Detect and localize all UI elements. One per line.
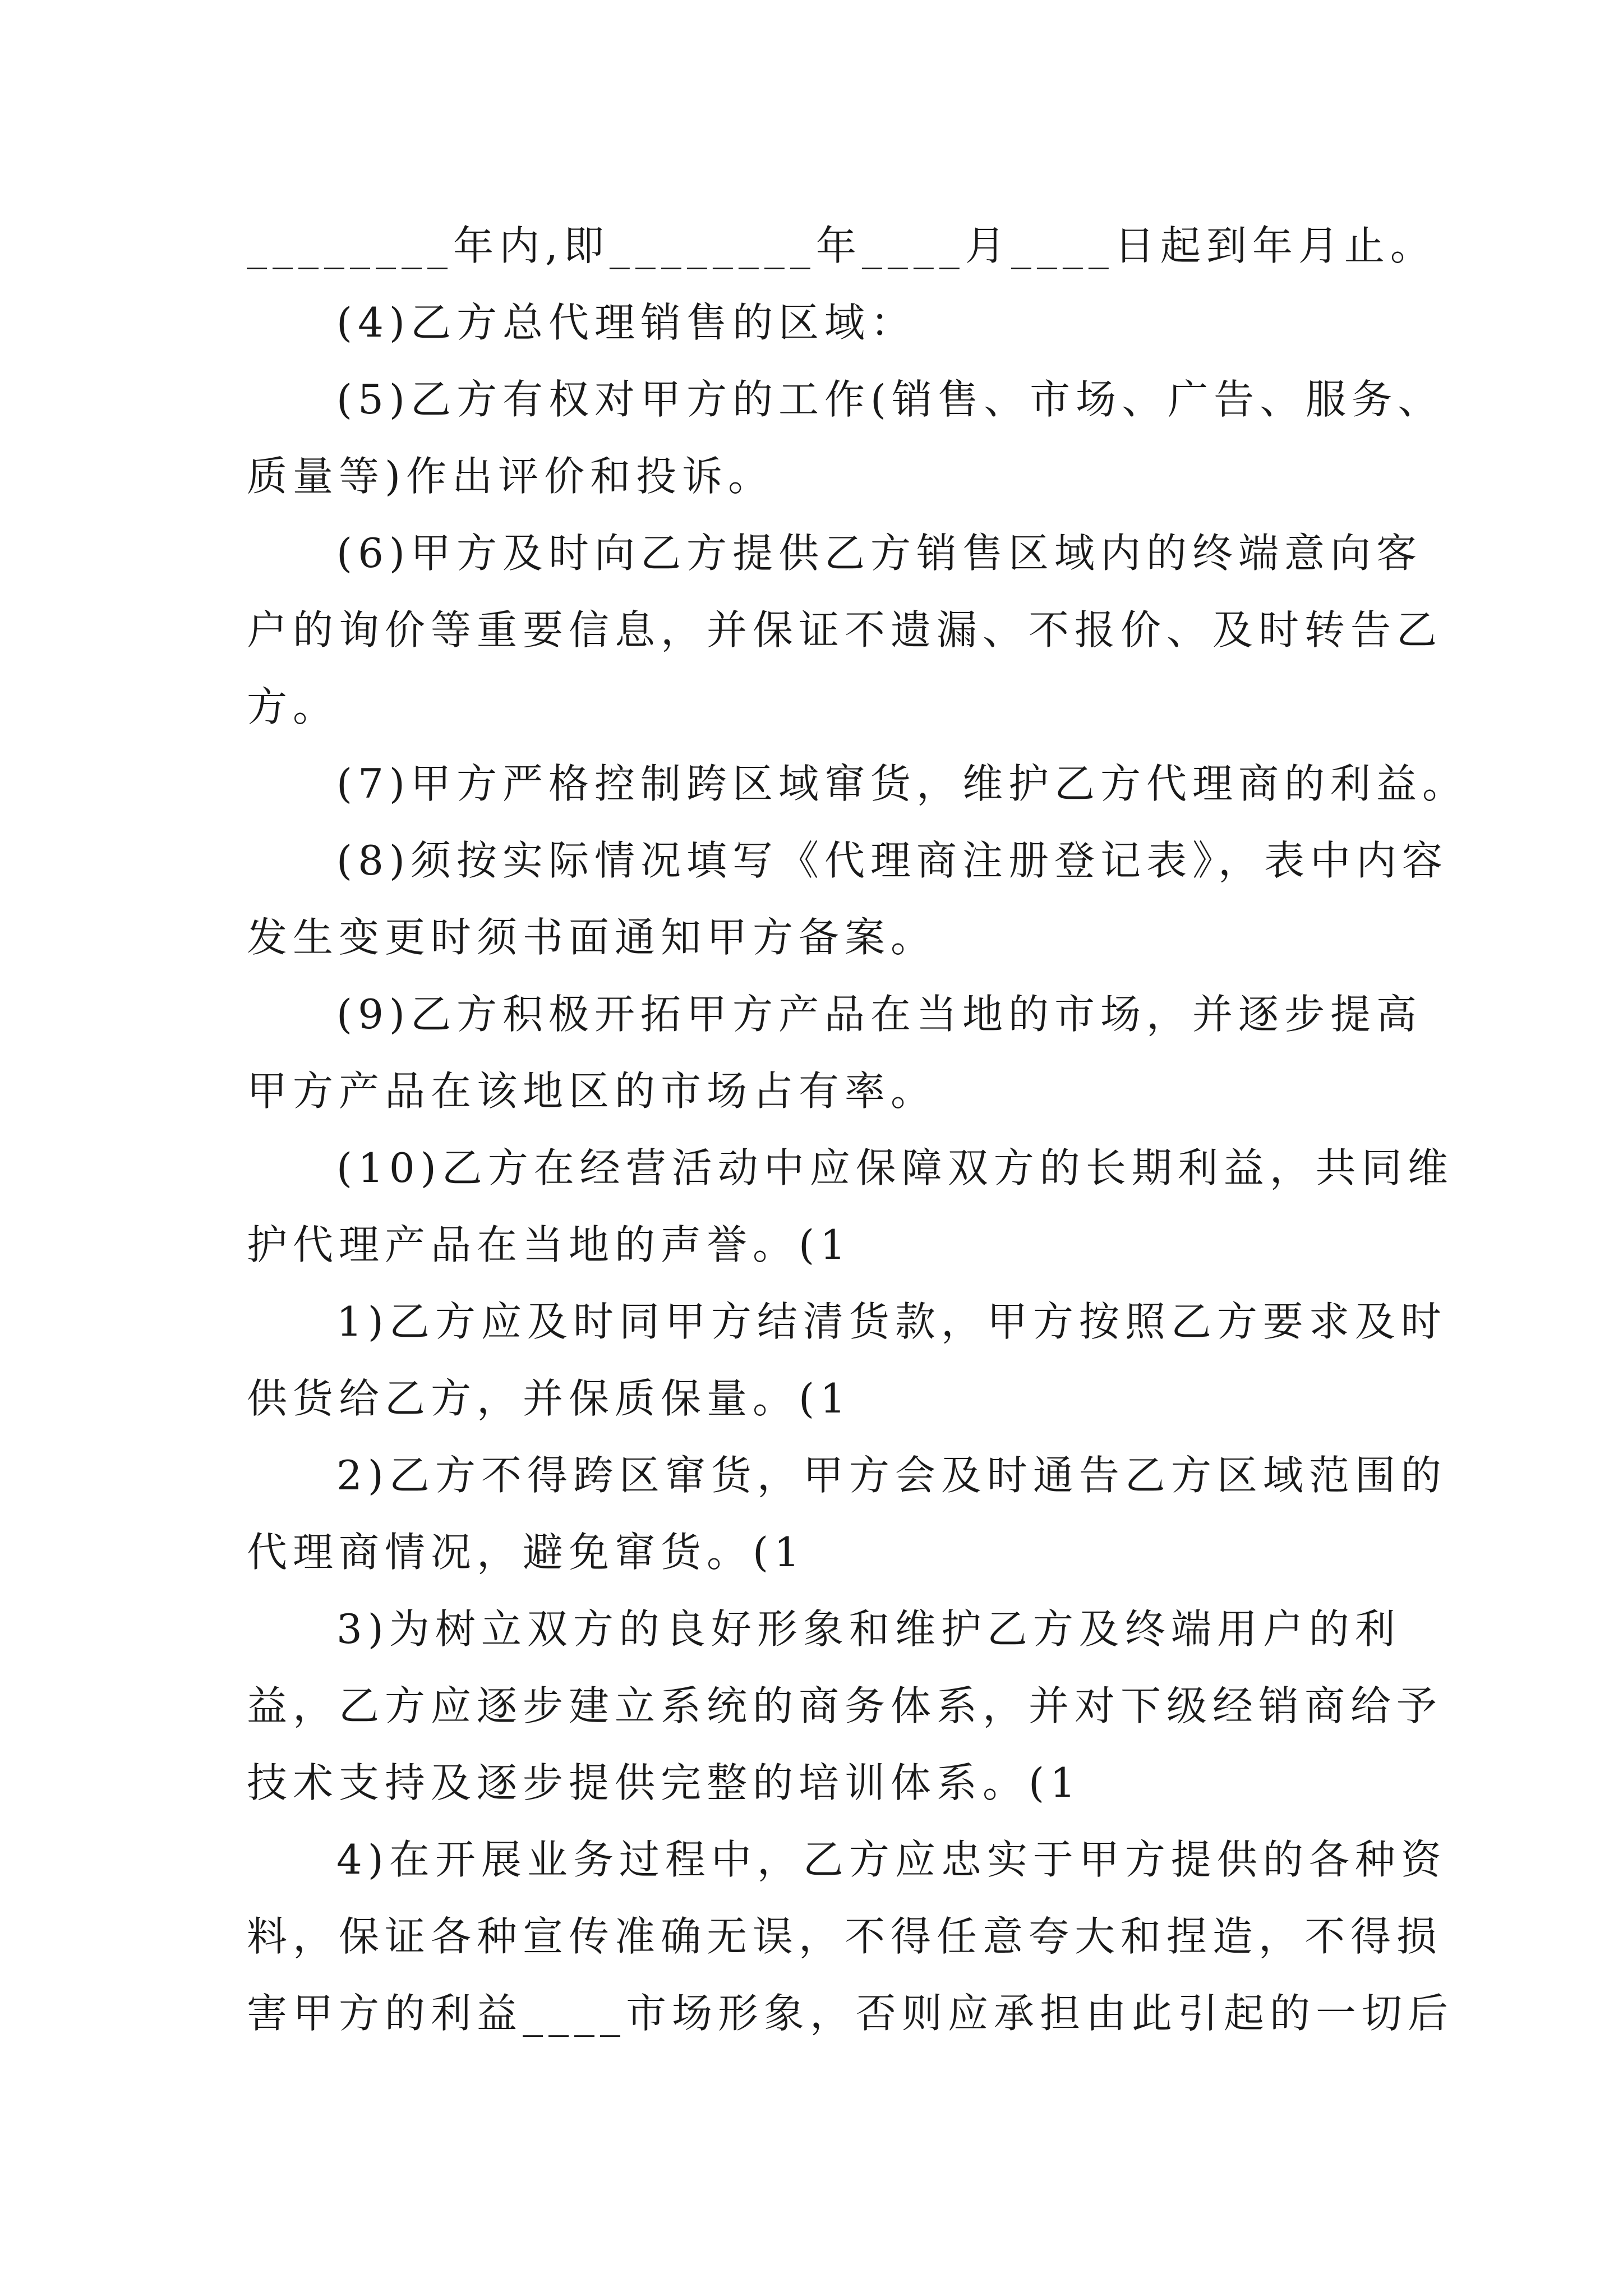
text-line-11: (9)乙方积极开拓甲方产品在当地的市场，并逐步提高: [336, 991, 1422, 1038]
text-line-17: 2)乙方不得跨区窜货，甲方会及时通告乙方区域范围的: [336, 1452, 1447, 1499]
text-line-13: (10)乙方在经营活动中应保障双方的长期利益，共同维: [336, 1144, 1454, 1191]
text-line-4: 质量等)作出评价和投诉。: [247, 453, 774, 500]
text-line-6: 户的询价等重要信息，并保证不遗漏、不报价、及时转告乙: [247, 606, 1443, 654]
text-line-14: 护代理产品在当地的声誉。(1: [247, 1221, 851, 1268]
text-line-20: 益，乙方应逐步建立系统的商务体系，并对下级经销商给予: [247, 1682, 1443, 1729]
text-line-19: 3)为树立双方的良好形象和维护乙方及终端用户的利: [336, 1605, 1401, 1653]
text-line-12: 甲方产品在该地区的市场占有率。: [247, 1068, 937, 1115]
text-line-18: 代理商情况，避免窜货。(1: [247, 1529, 805, 1576]
text-line-3: (5)乙方有权对甲方的工作(销售、市场、广告、服务、: [336, 376, 1444, 423]
text-line-9: (8)须按实际情况填写《代理商注册登记表》，表中内容: [336, 837, 1448, 884]
text-line-23: 料，保证各种宣传准确无误，不得任意夸大和捏造，不得损: [247, 1913, 1443, 1960]
text-line-10: 发生变更时须书面通知甲方备案。: [247, 914, 937, 961]
text-line-2: (4)乙方总代理销售的区域：: [336, 299, 916, 346]
text-line-22: 4)在开展业务过程中，乙方应忠实于甲方提供的各种资: [336, 1836, 1447, 1883]
text-line-21: 技术支持及逐步提供完整的培训体系。(1: [247, 1759, 1081, 1806]
text-line-7: 方。: [247, 683, 339, 730]
text-line-8: (7)甲方严格控制跨区域窜货，维护乙方代理商的利益。: [336, 760, 1468, 807]
text-line-15: 1)乙方应及时同甲方结清货款，甲方按照乙方要求及时: [336, 1298, 1447, 1345]
text-line-1: ________年内,即________年____月____日起到年月止。: [247, 222, 1436, 269]
text-line-5: (6)甲方及时向乙方提供乙方销售区域内的终端意向客: [336, 530, 1422, 577]
document-body: [247, 208, 1468, 2052]
text-line-24: 害甲方的利益____市场形象，否则应承担由此引起的一切后: [247, 1990, 1454, 2037]
text-line-16: 供货给乙方，并保质保量。(1: [247, 1375, 851, 1422]
